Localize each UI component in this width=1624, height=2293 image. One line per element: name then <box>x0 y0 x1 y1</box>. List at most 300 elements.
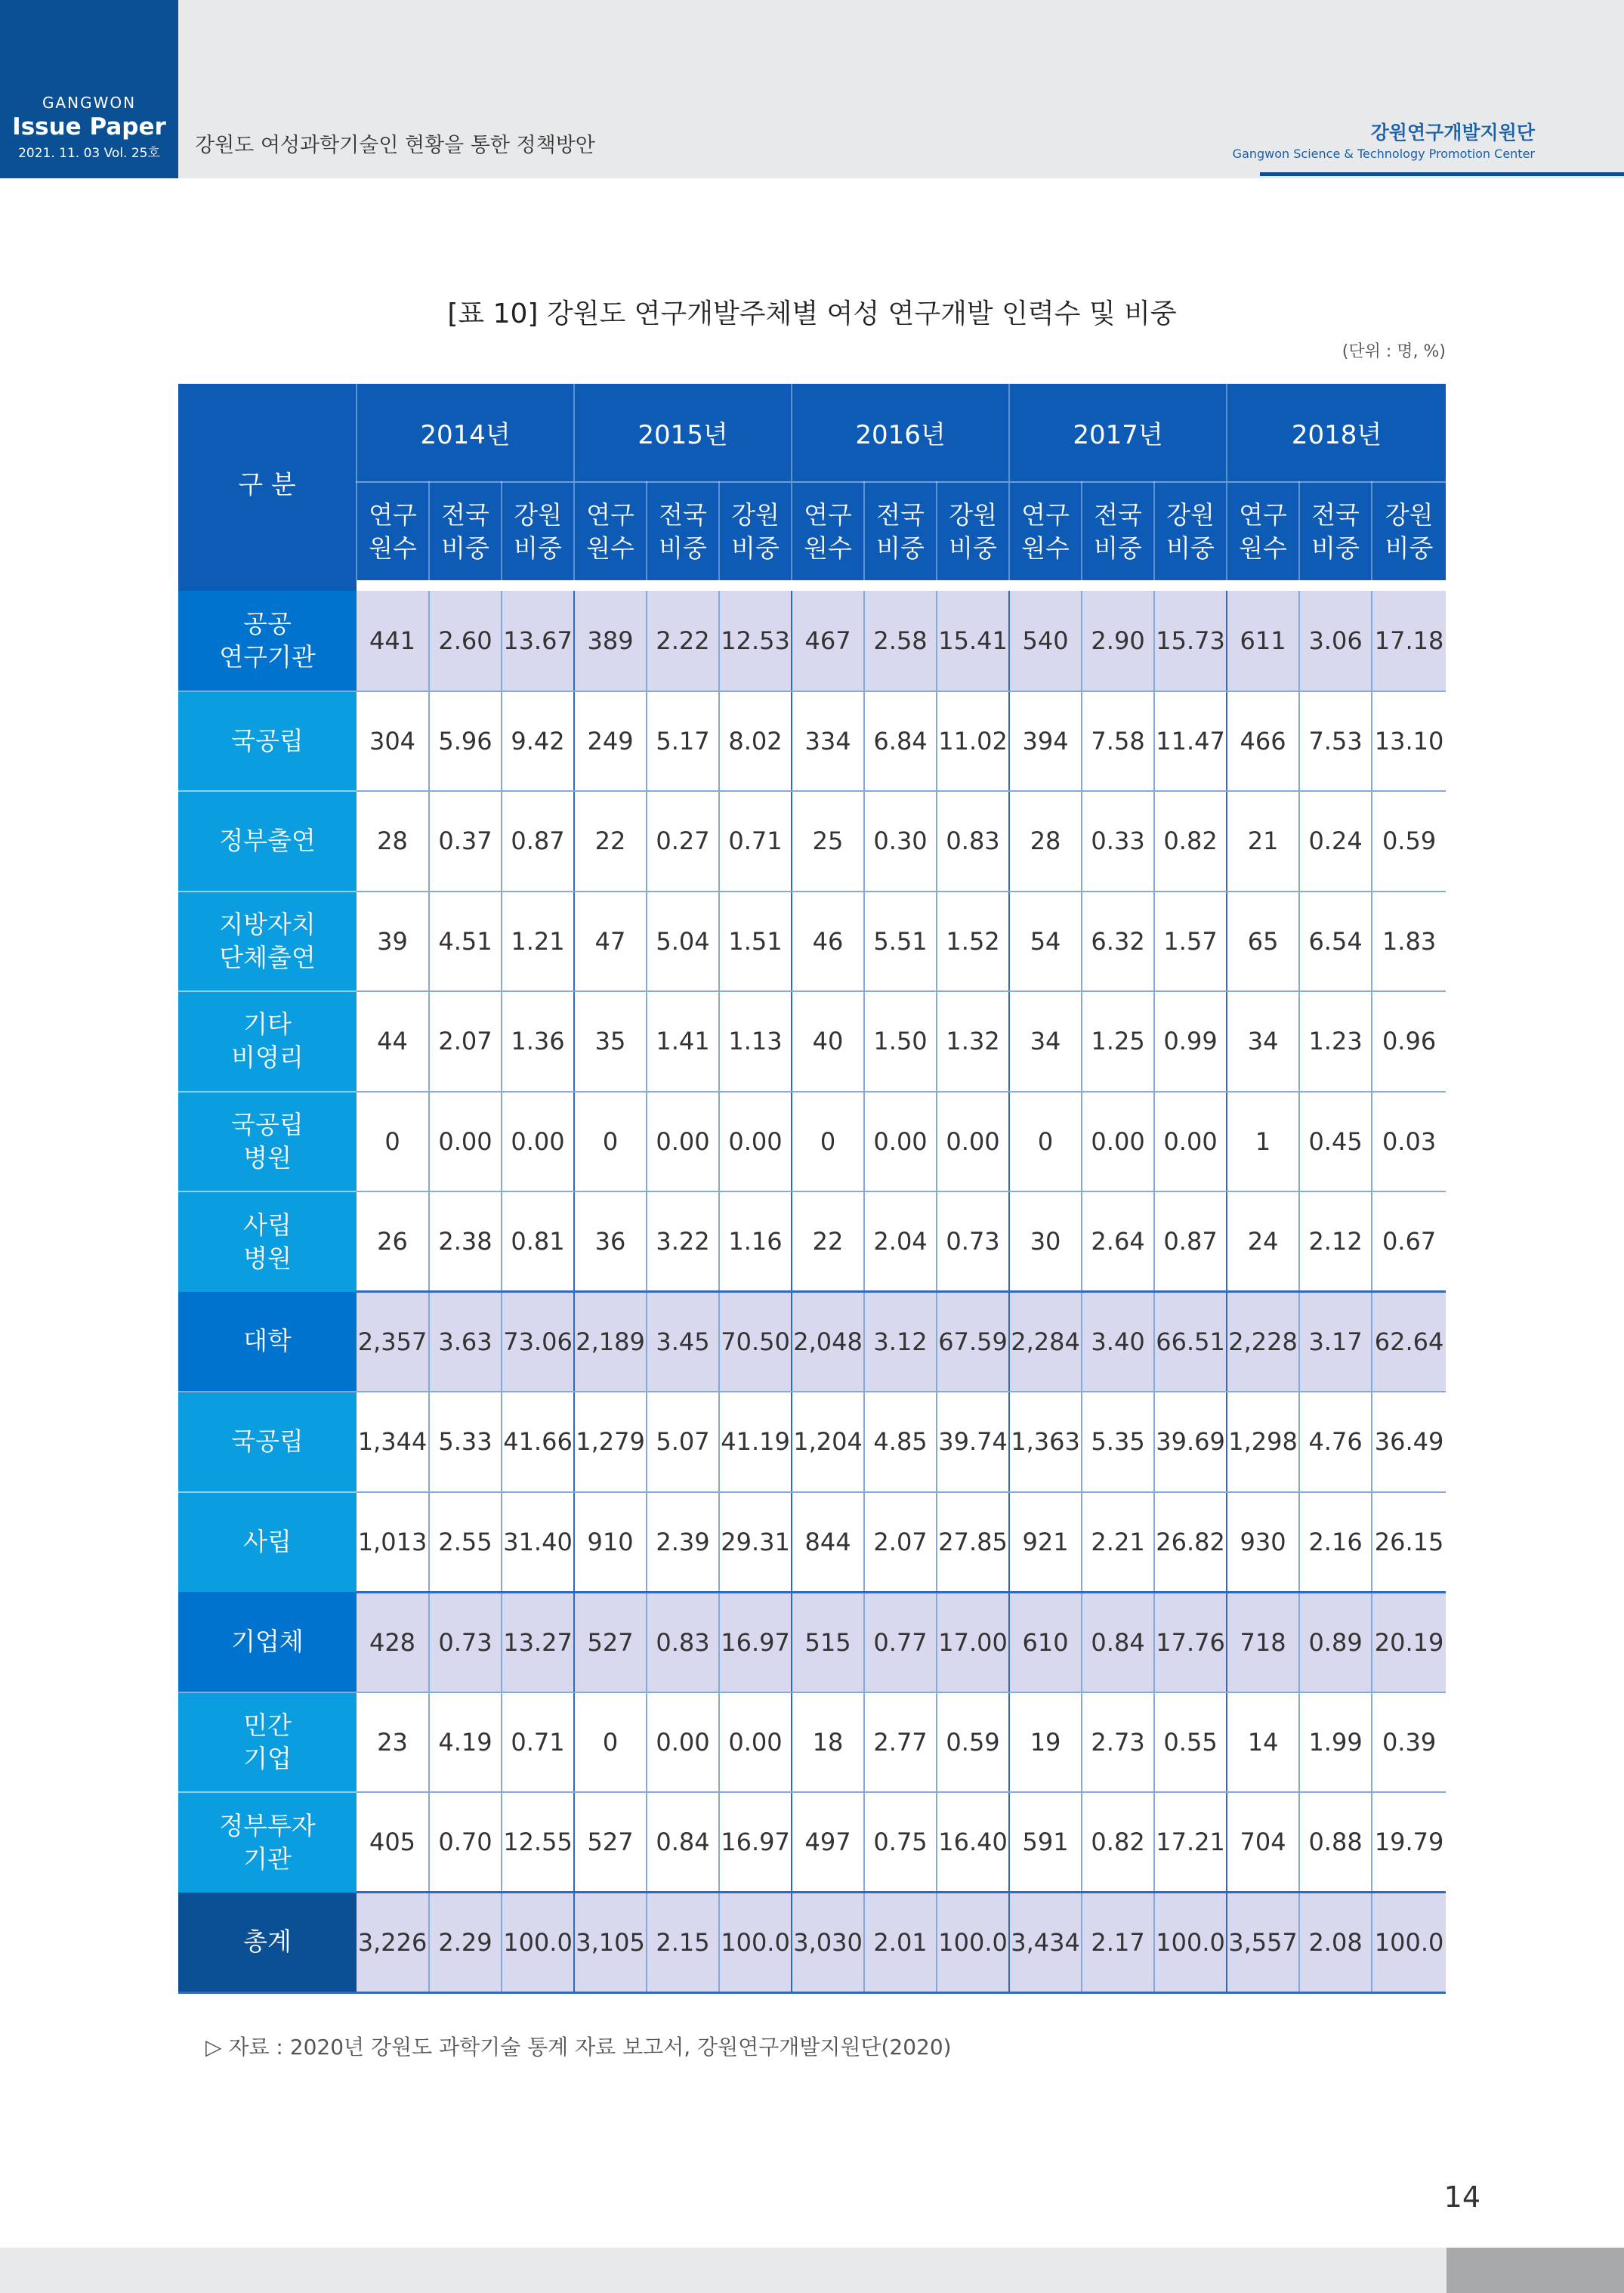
data-cell: 3.40 <box>1082 1292 1154 1392</box>
subheader-cell <box>357 482 429 580</box>
data-cell: 2.07 <box>429 991 502 1092</box>
page-number: 14 <box>1443 2180 1480 2214</box>
data-cell: 2.07 <box>864 1492 937 1593</box>
data-cell: 1,298 <box>1227 1392 1299 1492</box>
subheader-cell <box>502 482 574 580</box>
data-cell: 7.58 <box>1082 691 1154 792</box>
data-cell: 921 <box>1009 1492 1082 1593</box>
corner-header: 구 분 <box>178 384 357 580</box>
data-cell: 5.35 <box>1082 1392 1154 1492</box>
data-cell: 39.74 <box>937 1392 1009 1492</box>
row-label <box>178 591 357 691</box>
data-cell: 2.08 <box>1299 1893 1372 1993</box>
row-label-line2: 단체출연 <box>219 942 316 972</box>
subheader-cell <box>1154 482 1227 580</box>
data-cell: 5.07 <box>647 1392 719 1492</box>
table-caption: [표 10] 강원도 연구개발주체별 여성 연구개발 인력수 및 비중 <box>447 298 1177 329</box>
brand-line1: GANGWON <box>42 94 137 112</box>
data-cell: 54 <box>1009 892 1082 992</box>
data-cell: 65 <box>1227 892 1299 992</box>
data-cell: 718 <box>1227 1592 1299 1692</box>
data-cell: 24 <box>1227 1191 1299 1292</box>
org-name: 강원연구개발지원단 <box>1370 122 1535 144</box>
subheader-cell <box>792 482 864 580</box>
data-cell: 2.22 <box>647 591 719 691</box>
data-cell: 0.00 <box>429 1092 502 1192</box>
data-cell: 1,344 <box>357 1392 429 1492</box>
subheader-line2: 비중 <box>731 533 780 563</box>
data-cell: 39 <box>357 892 429 992</box>
data-cell: 1.23 <box>1299 991 1372 1092</box>
data-cell: 1.99 <box>1299 1692 1372 1793</box>
data-cell: 36.49 <box>1372 1392 1446 1492</box>
data-cell: 0.59 <box>937 1692 1009 1793</box>
data-cell: 67.59 <box>937 1292 1009 1392</box>
data-cell: 15.73 <box>1154 591 1227 691</box>
data-cell: 73.06 <box>502 1292 574 1392</box>
data-cell: 394 <box>1009 691 1082 792</box>
data-cell: 497 <box>792 1792 864 1893</box>
subheader-cell <box>937 482 1009 580</box>
data-cell: 14 <box>1227 1692 1299 1793</box>
data-cell: 41.66 <box>502 1392 574 1492</box>
data-cell: 30 <box>1009 1191 1082 1292</box>
data-cell: 6.84 <box>864 691 937 792</box>
data-cell: 0.88 <box>1299 1792 1372 1893</box>
data-cell: 100.0 <box>937 1893 1009 1993</box>
data-cell: 0.00 <box>647 1692 719 1793</box>
data-cell: 17.21 <box>1154 1792 1227 1893</box>
data-cell: 2.17 <box>1082 1893 1154 1993</box>
data-cell: 0 <box>574 1692 647 1793</box>
data-cell: 0.55 <box>1154 1692 1227 1793</box>
data-cell: 1.13 <box>719 991 792 1092</box>
year-header: 2017년 <box>1009 384 1227 482</box>
data-cell: 4.51 <box>429 892 502 992</box>
table-row <box>178 892 1446 992</box>
table-row <box>178 1191 1446 1292</box>
year-header: 2015년 <box>574 384 792 482</box>
subheader-cell <box>864 482 937 580</box>
data-cell: 2.21 <box>1082 1492 1154 1593</box>
data-cell: 1.32 <box>937 991 1009 1092</box>
data-cell: 540 <box>1009 591 1082 691</box>
data-cell: 100.0 <box>1154 1893 1227 1993</box>
data-cell: 591 <box>1009 1792 1082 1893</box>
data-cell: 3,226 <box>357 1893 429 1993</box>
data-cell: 389 <box>574 591 647 691</box>
data-cell: 0.33 <box>1082 791 1154 892</box>
data-cell: 11.02 <box>937 691 1009 792</box>
data-cell: 12.55 <box>502 1792 574 1893</box>
data-cell: 13.10 <box>1372 691 1446 792</box>
data-cell: 0.45 <box>1299 1092 1372 1192</box>
data-cell: 100.0 <box>502 1893 574 1993</box>
data-cell: 100.0 <box>719 1893 792 1993</box>
data-cell: 0.00 <box>864 1092 937 1192</box>
data-cell: 2.55 <box>429 1492 502 1593</box>
data-cell: 0.00 <box>719 1092 792 1192</box>
data-cell: 17.76 <box>1154 1592 1227 1692</box>
footer-bar <box>0 2248 1446 2293</box>
row-label <box>178 791 357 892</box>
subheader-line1: 강원 <box>1166 499 1215 530</box>
data-cell: 3.22 <box>647 1191 719 1292</box>
data-cell: 1,013 <box>357 1492 429 1593</box>
subheader-line2: 비중 <box>1311 533 1360 563</box>
data-cell: 1,204 <box>792 1392 864 1492</box>
data-cell: 2,284 <box>1009 1292 1082 1392</box>
row-label-line1: 대학 <box>243 1326 292 1356</box>
subheader-cell <box>429 482 502 580</box>
year-header: 2018년 <box>1227 384 1446 482</box>
row-label <box>178 1592 357 1692</box>
subheader-line2: 비중 <box>1385 533 1434 563</box>
data-cell: 47 <box>574 892 647 992</box>
subheader-line2: 비중 <box>949 533 997 563</box>
row-label-line1: 기타 <box>243 1009 292 1040</box>
subheader-cell <box>1227 482 1299 580</box>
data-cell: 0.70 <box>429 1792 502 1893</box>
table-row <box>178 1092 1446 1192</box>
data-cell: 4.76 <box>1299 1392 1372 1492</box>
data-cell: 0.71 <box>719 791 792 892</box>
row-label-line2: 기관 <box>243 1843 292 1874</box>
row-label <box>178 991 357 1092</box>
data-cell: 2.39 <box>647 1492 719 1593</box>
data-cell: 2.29 <box>429 1893 502 1993</box>
row-label <box>178 1492 357 1593</box>
subheader-line1: 연구 <box>1021 499 1070 530</box>
data-cell: 16.97 <box>719 1792 792 1893</box>
data-cell: 1.36 <box>502 991 574 1092</box>
data-cell: 0.30 <box>864 791 937 892</box>
year-header: 2014년 <box>357 384 574 482</box>
data-cell: 26 <box>357 1191 429 1292</box>
data-cell: 0.73 <box>937 1191 1009 1292</box>
data-cell: 0.00 <box>502 1092 574 1192</box>
data-cell: 4.19 <box>429 1692 502 1793</box>
data-cell: 527 <box>574 1592 647 1692</box>
data-cell: 3,557 <box>1227 1893 1299 1993</box>
data-cell: 2.12 <box>1299 1191 1372 1292</box>
subheader-line1: 연구 <box>804 499 852 530</box>
subheader-cell <box>1009 482 1082 580</box>
data-cell: 2,357 <box>357 1292 429 1392</box>
row-label-line1: 사립 <box>243 1527 292 1557</box>
data-cell: 0.87 <box>502 791 574 892</box>
subheader-line2: 원수 <box>1021 533 1070 563</box>
data-cell: 36 <box>574 1191 647 1292</box>
subheader-cell <box>719 482 792 580</box>
subheader-cell <box>1082 482 1154 580</box>
subheader-row <box>178 482 1446 580</box>
table-row <box>178 791 1446 892</box>
data-cell: 19 <box>1009 1692 1082 1793</box>
row-label <box>178 1092 357 1192</box>
data-cell: 0.84 <box>647 1792 719 1893</box>
subheader-cell <box>574 482 647 580</box>
row-label <box>178 892 357 992</box>
subheader-line1: 강원 <box>949 499 997 530</box>
data-cell: 3.17 <box>1299 1292 1372 1392</box>
data-cell: 249 <box>574 691 647 792</box>
data-cell: 13.67 <box>502 591 574 691</box>
data-cell: 0.96 <box>1372 991 1446 1092</box>
data-cell: 1.51 <box>719 892 792 992</box>
data-cell: 22 <box>574 791 647 892</box>
subheader-line1: 전국 <box>659 499 707 530</box>
data-table <box>178 384 1446 1994</box>
data-cell: 17.18 <box>1372 591 1446 691</box>
data-cell: 2.73 <box>1082 1692 1154 1793</box>
row-label-line1: 지방자치 <box>219 909 316 939</box>
table-row <box>178 1292 1446 1392</box>
row-label-line2: 병원 <box>243 1243 292 1273</box>
subheader-line1: 강원 <box>1385 499 1434 530</box>
subheader-line1: 연구 <box>369 499 417 530</box>
data-cell: 844 <box>792 1492 864 1593</box>
table-row <box>178 691 1446 792</box>
brand-line3: 2021. 11. 03 Vol. 25호 <box>18 146 160 161</box>
source-note: ▷ 자료 : 2020년 강원도 과학기술 통계 자료 보고서, 강원연구개발지원단(2020) <box>205 2035 952 2060</box>
data-cell: 16.97 <box>719 1592 792 1692</box>
subheader-line1: 강원 <box>514 499 562 530</box>
data-cell: 0.67 <box>1372 1191 1446 1292</box>
data-cell: 2,048 <box>792 1292 864 1392</box>
data-cell: 0.73 <box>429 1592 502 1692</box>
table-row <box>178 1592 1446 1692</box>
data-cell: 46 <box>792 892 864 992</box>
data-cell: 0.39 <box>1372 1692 1446 1793</box>
data-cell: 15.41 <box>937 591 1009 691</box>
data-cell: 100.0 <box>1372 1893 1446 1993</box>
data-cell: 1 <box>1227 1092 1299 1192</box>
data-cell: 0.03 <box>1372 1092 1446 1192</box>
data-cell: 610 <box>1009 1592 1082 1692</box>
brand-line2: Issue Paper <box>12 113 166 141</box>
data-cell: 28 <box>1009 791 1082 892</box>
data-cell: 23 <box>357 1692 429 1793</box>
data-cell: 527 <box>574 1792 647 1893</box>
data-cell: 25 <box>792 791 864 892</box>
data-cell: 34 <box>1227 991 1299 1092</box>
data-cell: 1.83 <box>1372 892 1446 992</box>
row-label-line1: 국공립 <box>231 1426 304 1457</box>
data-cell: 0.00 <box>1082 1092 1154 1192</box>
data-cell: 31.40 <box>502 1492 574 1593</box>
data-cell: 0.83 <box>937 791 1009 892</box>
row-label-line1: 공공 <box>243 608 292 638</box>
data-cell: 2.15 <box>647 1893 719 1993</box>
row-label <box>178 1292 357 1392</box>
data-cell: 1.41 <box>647 991 719 1092</box>
row-label-line2: 기업 <box>243 1743 292 1773</box>
data-cell: 40 <box>792 991 864 1092</box>
data-cell: 5.17 <box>647 691 719 792</box>
data-cell: 27.85 <box>937 1492 1009 1593</box>
data-cell: 930 <box>1227 1492 1299 1593</box>
subheader-line2: 원수 <box>369 533 417 563</box>
subheader-line2: 원수 <box>1239 533 1287 563</box>
data-cell: 26.82 <box>1154 1492 1227 1593</box>
data-cell: 4.85 <box>864 1392 937 1492</box>
brand-block <box>0 0 178 178</box>
data-cell: 22 <box>792 1191 864 1292</box>
unit-note: (단위 : 명, %) <box>1341 342 1446 361</box>
data-cell: 405 <box>357 1792 429 1893</box>
data-cell: 3.45 <box>647 1292 719 1392</box>
subheader-line2: 비중 <box>514 533 562 563</box>
footer-bar-accent <box>1446 2248 1624 2293</box>
data-cell: 2.90 <box>1082 591 1154 691</box>
data-cell: 3.06 <box>1299 591 1372 691</box>
data-cell: 2.60 <box>429 591 502 691</box>
data-cell: 3.63 <box>429 1292 502 1392</box>
subheader-line2: 비중 <box>1094 533 1142 563</box>
data-cell: 0.37 <box>429 791 502 892</box>
row-label-line1: 정부출연 <box>219 826 316 856</box>
subheader-line1: 연구 <box>1239 499 1287 530</box>
data-cell: 2,228 <box>1227 1292 1299 1392</box>
data-cell: 0.77 <box>864 1592 937 1692</box>
data-cell: 13.27 <box>502 1592 574 1692</box>
data-cell: 2,189 <box>574 1292 647 1392</box>
org-name-en: Gangwon Science & Technology Promotion Center <box>1232 147 1535 161</box>
data-cell: 21 <box>1227 791 1299 892</box>
subheader-line2: 원수 <box>804 533 852 563</box>
row-label-line2: 비영리 <box>231 1043 304 1073</box>
row-label-line1: 정부투자 <box>219 1810 316 1840</box>
data-cell: 0 <box>574 1092 647 1192</box>
row-label-line1: 총계 <box>243 1927 292 1956</box>
data-cell: 16.40 <box>937 1792 1009 1893</box>
data-cell: 1,279 <box>574 1392 647 1492</box>
data-cell: 39.69 <box>1154 1392 1227 1492</box>
data-cell: 5.33 <box>429 1392 502 1492</box>
data-cell: 5.51 <box>864 892 937 992</box>
data-cell: 2.01 <box>864 1893 937 1993</box>
data-cell: 1.52 <box>937 892 1009 992</box>
data-cell: 6.54 <box>1299 892 1372 992</box>
subheader-line1: 전국 <box>876 499 925 530</box>
row-label <box>178 1792 357 1893</box>
subheader-cell <box>647 482 719 580</box>
subheader-line2: 비중 <box>1166 533 1215 563</box>
subheader-line2: 비중 <box>659 533 707 563</box>
data-cell: 5.04 <box>647 892 719 992</box>
data-cell: 62.64 <box>1372 1292 1446 1392</box>
data-cell: 0.81 <box>502 1191 574 1292</box>
data-cell: 0.99 <box>1154 991 1227 1092</box>
row-label <box>178 1191 357 1292</box>
data-cell: 2.38 <box>429 1191 502 1292</box>
subheader-line1: 전국 <box>1094 499 1142 530</box>
data-cell: 28 <box>357 791 429 892</box>
data-cell: 34 <box>1009 991 1082 1092</box>
data-cell: 1.21 <box>502 892 574 992</box>
row-label-line2: 병원 <box>243 1142 292 1173</box>
table-row <box>178 1893 1446 1993</box>
data-cell: 0.00 <box>937 1092 1009 1192</box>
data-cell: 18 <box>792 1692 864 1793</box>
data-cell: 0.83 <box>647 1592 719 1692</box>
data-cell: 6.32 <box>1082 892 1154 992</box>
subheader-line1: 전국 <box>1311 499 1360 530</box>
row-label-line1: 사립 <box>243 1210 292 1240</box>
table-row <box>178 1392 1446 1492</box>
data-cell: 1,363 <box>1009 1392 1082 1492</box>
data-cell: 1.57 <box>1154 892 1227 992</box>
data-cell: 0.84 <box>1082 1592 1154 1692</box>
data-cell: 70.50 <box>719 1292 792 1392</box>
data-cell: 2.16 <box>1299 1492 1372 1593</box>
data-cell: 2.77 <box>864 1692 937 1793</box>
data-cell: 0.27 <box>647 791 719 892</box>
row-label <box>178 1893 357 1993</box>
data-cell: 29.31 <box>719 1492 792 1593</box>
row-label-line1: 국공립 <box>231 725 304 756</box>
data-cell: 441 <box>357 591 429 691</box>
data-cell: 0.75 <box>864 1792 937 1893</box>
data-cell: 11.47 <box>1154 691 1227 792</box>
data-cell: 0.82 <box>1082 1792 1154 1893</box>
data-cell: 44 <box>357 991 429 1092</box>
data-cell: 66.51 <box>1154 1292 1227 1392</box>
row-label <box>178 691 357 792</box>
data-cell: 0.89 <box>1299 1592 1372 1692</box>
data-cell: 1.25 <box>1082 991 1154 1092</box>
org-underline <box>1260 172 1624 176</box>
data-cell: 611 <box>1227 591 1299 691</box>
data-cell: 466 <box>1227 691 1299 792</box>
table-spacer <box>178 580 1446 591</box>
row-label-line2: 연구기관 <box>219 641 316 672</box>
data-cell: 1.50 <box>864 991 937 1092</box>
data-cell: 0.00 <box>647 1092 719 1192</box>
table-row <box>178 1792 1446 1893</box>
subheader-line2: 원수 <box>586 533 634 563</box>
data-cell: 5.96 <box>429 691 502 792</box>
data-cell: 17.00 <box>937 1592 1009 1692</box>
data-cell: 0.82 <box>1154 791 1227 892</box>
data-cell: 0.71 <box>502 1692 574 1793</box>
data-cell: 1.16 <box>719 1191 792 1292</box>
subheader-line1: 강원 <box>731 499 780 530</box>
data-cell: 20.19 <box>1372 1592 1446 1692</box>
data-cell: 0.00 <box>719 1692 792 1793</box>
data-cell: 910 <box>574 1492 647 1593</box>
data-cell: 704 <box>1227 1792 1299 1893</box>
data-cell: 428 <box>357 1592 429 1692</box>
data-cell: 0 <box>792 1092 864 1192</box>
data-cell: 26.15 <box>1372 1492 1446 1593</box>
data-cell: 0 <box>357 1092 429 1192</box>
data-cell: 2.64 <box>1082 1191 1154 1292</box>
data-cell: 3,105 <box>574 1893 647 1993</box>
subheader-line1: 전국 <box>441 499 489 530</box>
data-cell: 7.53 <box>1299 691 1372 792</box>
row-label-line1: 민간 <box>243 1710 292 1740</box>
data-cell: 0.00 <box>1154 1092 1227 1192</box>
data-cell: 41.19 <box>719 1392 792 1492</box>
table-row <box>178 991 1446 1092</box>
data-cell: 0.24 <box>1299 791 1372 892</box>
data-cell: 3,434 <box>1009 1893 1082 1993</box>
data-cell: 304 <box>357 691 429 792</box>
subheader-cell <box>1372 482 1446 580</box>
data-cell: 515 <box>792 1592 864 1692</box>
